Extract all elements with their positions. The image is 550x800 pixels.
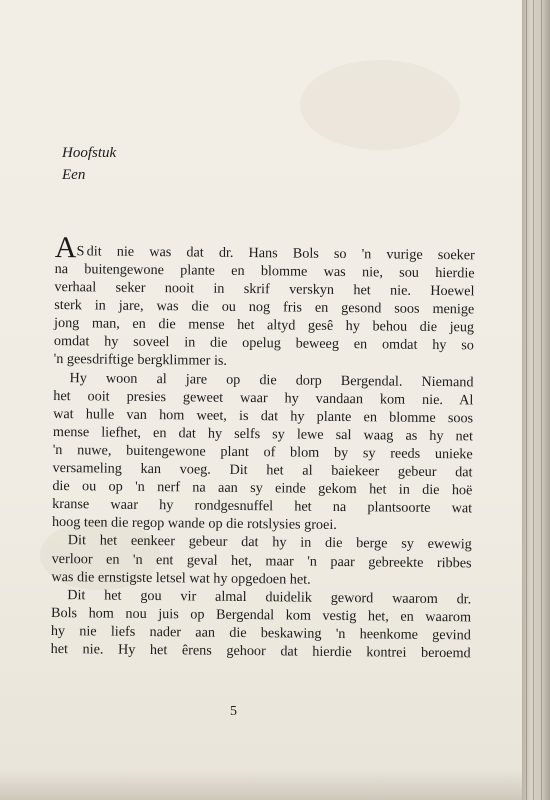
body-text: [50, 231, 475, 662]
text-line: 'n geesdriftige bergklimmer is.: [53, 351, 228, 370]
chapter-heading: [62, 142, 116, 186]
page-bottom-shadow: [0, 770, 522, 800]
edge-line: [526, 0, 527, 800]
opening-small-caps: S: [76, 243, 85, 260]
text-line: hy nie liefs nader aan die beskawing 'n heenkome gevind: [50, 622, 471, 644]
edge-line: [533, 0, 534, 800]
text-line: hoog teen die regop wande op die rotslysies groei.: [51, 514, 337, 534]
text-line: het nie. Hy het êrens gehoor dat hierdie kontrei beroemd: [50, 640, 471, 662]
text-line: Hy woon al jare op die dorp Bergendal. Niemand: [69, 369, 474, 390]
text-line: het ooit presies geweet waar hy vandaan kom nie. Al: [53, 387, 474, 409]
book-edge: [522, 0, 550, 800]
text-line: sterk in jare, was die ou nog fris en gesond soos menige: [54, 297, 475, 318]
text-line: die ou op 'n nerf na aan sy einde gekom het in die hoë: [52, 478, 473, 499]
text-line: omdat hy soveel in die opelug beweeg en omdat hy so: [53, 333, 474, 354]
text-line: na buitengewone plante en blomme was nie, sou hierdie: [54, 260, 475, 282]
paper-stain: [300, 60, 460, 150]
text-line: Dit het gou vir almal duidelik geword waarom dr.: [67, 586, 472, 608]
text-line: wat hulle van hom weet, is dat hy plante en blomme soos: [53, 405, 474, 427]
text-line: Dit het eenkeer gebeur dat hy in die berge sy ewewig: [67, 532, 472, 553]
text-line: verloor en 'n ent geval het, maar 'n paar gebreekte ribbes: [51, 550, 472, 571]
drop-cap: A: [54, 231, 77, 265]
page-number: 5: [230, 704, 237, 719]
text-line: 'n nuwe, buitengewone plant of blom by sy reeds unieke: [52, 441, 473, 463]
text-line: mense liefhet, en dat hy selfs sy lewe sal waag as hy net: [52, 423, 474, 445]
text-line: jong man, en die mense het altyd gesê hy behou die jeug: [54, 315, 475, 336]
text-line: was die ernstigste letsel wat hy opgedoen het.: [51, 568, 311, 588]
text-line: kranse waar hy rondgesnuffel het na plantsoorte wat: [52, 496, 473, 517]
text-line: versameling kan voeg. Dit het al baiekeer gebeur dat: [52, 460, 473, 481]
opening-line-text: dit nie was dat dr. Hans Bols so 'n vurige soeker: [86, 243, 475, 264]
text-line: Bols hom nou juis op Bergendal kom vestig het, en waarom: [50, 604, 472, 626]
text-line: verhaal seker nooit in skrif verskyn het nie. Hoewel: [54, 279, 475, 300]
chapter-number: Een: [62, 167, 86, 183]
chapter-label: Hoofstuk: [62, 145, 117, 161]
edge-line: [541, 0, 542, 800]
